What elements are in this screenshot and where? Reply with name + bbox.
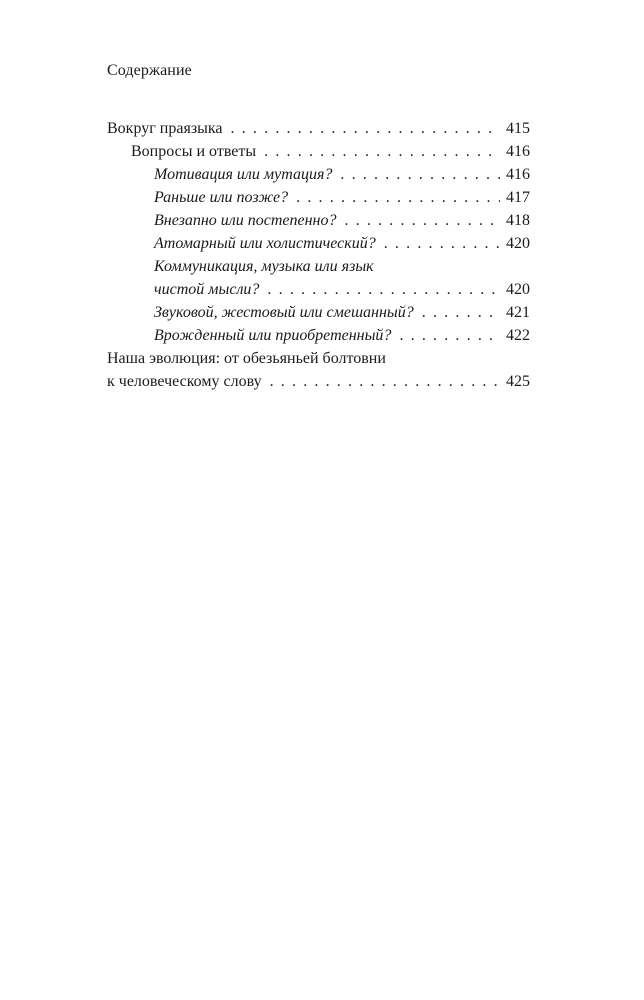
dot-leader [384, 232, 500, 255]
dot-leader [422, 301, 500, 324]
toc-entry-title: Мотивация или мутация? [154, 166, 333, 183]
toc-entry-title: Врожденный или приобретенный? [154, 327, 392, 344]
dot-leader [264, 140, 500, 163]
toc-entry-title: чистой мысли? [154, 281, 260, 298]
toc-entry[interactable] [107, 140, 530, 163]
toc-page-number: 425 [506, 373, 530, 390]
toc-page-number: 421 [506, 304, 530, 321]
toc-entry[interactable] [107, 117, 530, 140]
toc-entry-title: Вокруг праязыка [107, 120, 223, 137]
toc-entry[interactable] [107, 278, 530, 301]
dot-leader [296, 186, 500, 209]
toc-entry-title: Коммуникация, музыка или язык [154, 258, 374, 275]
dot-leader [231, 117, 500, 140]
toc-entry-title: к человеческому слову [107, 373, 262, 390]
dot-leader [267, 278, 500, 301]
toc-entry[interactable] [107, 232, 530, 255]
toc-page-number: 416 [506, 143, 530, 160]
table-of-contents [107, 117, 530, 393]
toc-entry-title: Звуковой, жестовый или смешанный? [154, 304, 414, 321]
dot-leader [270, 370, 500, 393]
toc-entry-title: Атомарный или холистический? [154, 235, 376, 252]
toc-page-number: 415 [506, 120, 530, 137]
toc-entry-continuation[interactable] [107, 347, 530, 370]
toc-page-number: 420 [506, 235, 530, 252]
toc-entry-title: Раньше или позже? [154, 189, 289, 206]
toc-page-number: 417 [506, 189, 530, 206]
toc-page-number: 422 [506, 327, 530, 344]
toc-entry-title: Вопросы и ответы [131, 143, 257, 160]
toc-entry[interactable] [107, 301, 530, 324]
toc-entry[interactable] [107, 370, 530, 393]
dot-leader [399, 324, 500, 347]
toc-entry[interactable] [107, 186, 530, 209]
toc-page-number: 420 [506, 281, 530, 298]
toc-entry[interactable] [107, 324, 530, 347]
page-title: Содержание [107, 62, 192, 79]
dot-leader [340, 163, 500, 186]
toc-entry-title: Внезапно или постепенно? [154, 212, 337, 229]
toc-entry[interactable] [107, 209, 530, 232]
toc-page-number: 416 [506, 166, 530, 183]
toc-entry[interactable] [107, 163, 530, 186]
toc-entry-title: Наша эволюция: от обезьяньей болтовни [107, 350, 386, 367]
toc-page-number: 418 [506, 212, 530, 229]
dot-leader [345, 209, 501, 232]
toc-entry-continuation[interactable] [107, 255, 530, 278]
